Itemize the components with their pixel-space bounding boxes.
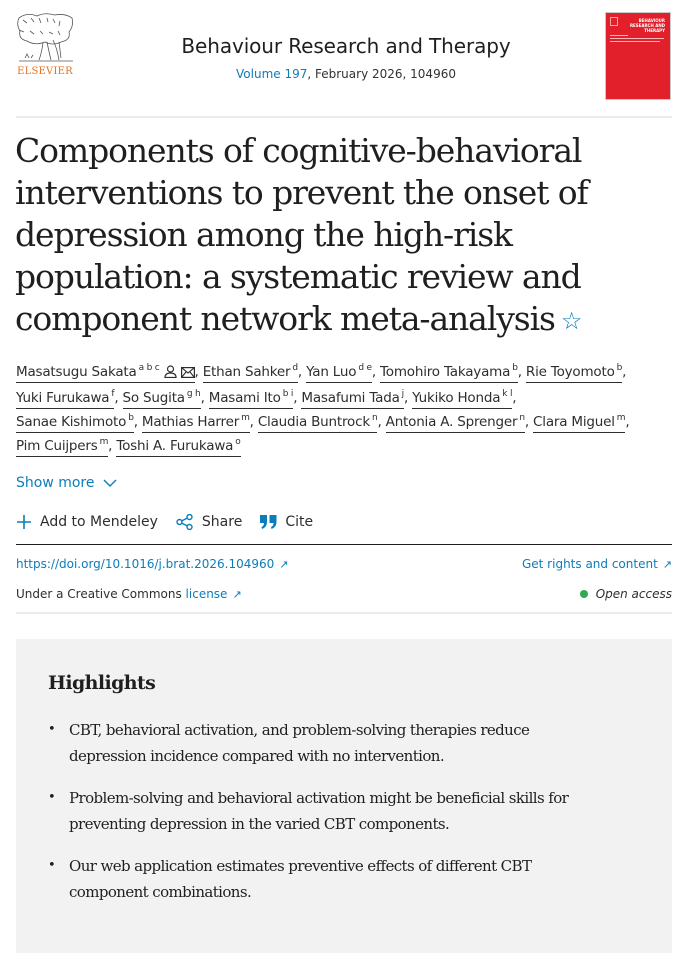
affiliation-marker: d <box>292 363 298 373</box>
author-link[interactable] <box>301 390 404 409</box>
author-name: Tomohiro Takayama <box>380 364 511 380</box>
affiliation-marker: b <box>616 363 623 373</box>
license-link[interactable] <box>186 587 242 601</box>
share-icon <box>176 514 194 530</box>
share-label: Share <box>201 514 243 530</box>
license-link-text: license <box>185 587 228 601</box>
author-link[interactable] <box>203 364 298 383</box>
author-separator: , <box>622 364 627 380</box>
author-name: Sanae Kishimoto <box>16 414 127 430</box>
author-name: Pim Cuijpers <box>16 438 98 454</box>
affiliation-marker: a b c <box>138 363 160 373</box>
external-link-icon: ↗ <box>232 588 242 601</box>
affiliation-marker: n <box>371 413 378 423</box>
license-prefix: Under a Creative Commons <box>16 587 186 601</box>
open-access-label: Open access <box>595 587 672 601</box>
elsevier-wordmark: ELSEVIER <box>17 66 73 77</box>
author-separator: , <box>524 414 534 430</box>
journal-header <box>0 0 692 118</box>
open-access-badge <box>580 587 672 601</box>
author-name: Masafumi Tada <box>301 390 400 406</box>
affiliation-marker: o <box>235 437 241 447</box>
author-separator: , <box>371 364 381 380</box>
author-link[interactable] <box>142 414 250 433</box>
author-link[interactable] <box>123 390 201 409</box>
author-separator: , <box>108 438 117 454</box>
author-link[interactable] <box>16 438 108 457</box>
author-separator: , <box>297 364 307 380</box>
author-separator: , <box>517 364 526 380</box>
external-link-icon: ↗ <box>279 557 289 571</box>
cover-logo-icon <box>610 17 618 26</box>
toolbar-divider <box>16 544 672 545</box>
author-link[interactable] <box>16 414 134 433</box>
author-link[interactable] <box>258 414 378 433</box>
author-link[interactable] <box>533 414 625 433</box>
author-separator: , <box>194 364 203 380</box>
author-link[interactable] <box>412 390 512 409</box>
author-name: Mathias Harrer <box>141 414 240 430</box>
header-divider <box>16 116 672 118</box>
affiliation-marker: m <box>616 413 626 423</box>
journal-cover-image[interactable] <box>605 12 671 100</box>
article-title-text: Components of cognitive-behavioral interventions to prevent the onset of depression among the high-risk population: a systematic review and component network meta-analysis <box>15 131 588 338</box>
author-separator: , <box>200 390 209 406</box>
author-name: Yukiko Honda <box>412 390 501 406</box>
cover-text-line <box>610 38 664 39</box>
highlights-section <box>16 639 672 953</box>
show-more-button[interactable] <box>16 475 117 491</box>
affiliation-marker: f <box>111 389 115 399</box>
star-icon[interactable]: ☆ <box>560 307 582 335</box>
doi-link[interactable] <box>16 557 288 571</box>
get-rights-text: Get rights and content <box>521 557 658 571</box>
quote-icon <box>260 515 277 529</box>
author-separator: , <box>512 390 517 406</box>
author-name: Rie Toyomoto <box>525 364 615 380</box>
affiliation-marker: d e <box>358 363 372 373</box>
author-link[interactable] <box>116 438 240 457</box>
affiliation-marker: n <box>519 413 525 423</box>
affiliation-marker: m <box>99 437 109 447</box>
volume-link[interactable]: Volume 197 <box>236 67 308 81</box>
chevron-down-icon <box>103 479 117 488</box>
affiliation-marker: k l <box>502 389 513 399</box>
affiliation-marker: b i <box>282 389 294 399</box>
author-name: Yuki Furukawa <box>16 390 110 406</box>
section-divider <box>16 612 672 614</box>
external-link-icon: ↗ <box>662 557 672 571</box>
journal-title[interactable]: Behaviour Research and Therapy <box>181 34 511 58</box>
author-link[interactable] <box>16 364 195 383</box>
cover-text-line <box>610 35 628 36</box>
issue-date: , February 2026, 104960 <box>307 67 456 81</box>
author-list <box>16 360 676 458</box>
author-link[interactable] <box>209 390 293 409</box>
author-name: Toshi A. Furukawa <box>116 438 234 454</box>
cover-title: BEHAVIOUR RESEARCH AND THERAPY <box>629 18 665 33</box>
highlights-title: Highlights <box>48 672 156 694</box>
cite-button[interactable] <box>260 514 313 530</box>
license-info <box>16 587 242 601</box>
author-separator: , <box>403 390 413 406</box>
author-separator: , <box>133 414 142 430</box>
author-name: Masami Ito <box>208 390 281 406</box>
add-to-mendeley-button[interactable] <box>16 514 158 530</box>
affiliation-marker: b <box>128 413 134 423</box>
article-toolbar <box>16 514 331 530</box>
highlight-item: • Our web application estimates preventive effects of different CBT component combinations. <box>48 853 588 905</box>
author-name: Antonia A. Sprenger <box>385 414 518 430</box>
journal-issue-info <box>0 67 692 81</box>
author-name: Masatsugu Sakata <box>16 364 137 380</box>
author-name: Ethan Sahker <box>202 364 291 380</box>
show-more-label: Show more <box>16 475 95 491</box>
author-separator: , <box>293 390 302 406</box>
highlight-item: • CBT, behavioral activation, and problem-solving therapies reduce depression incidence compared with no intervention. <box>48 717 588 769</box>
doi-text: https://doi.org/10.1016/j.brat.2026.104960 <box>16 557 275 571</box>
author-link[interactable] <box>16 390 114 409</box>
author-separator: , <box>377 414 386 430</box>
author-name: Yan Luo <box>306 364 357 380</box>
cover-text-line <box>610 41 660 42</box>
article-title <box>15 130 680 343</box>
email-icon <box>181 362 195 386</box>
author-link[interactable] <box>386 414 525 433</box>
affiliation-marker: j <box>401 389 404 399</box>
author-link[interactable] <box>306 364 372 383</box>
author-link[interactable] <box>526 364 622 383</box>
author-separator: , <box>114 390 123 406</box>
author-name: Claudia Buntrock <box>257 414 370 430</box>
author-name: So Sugita <box>122 390 185 406</box>
author-separator: , <box>625 414 630 430</box>
add-to-mendeley-label: Add to Mendeley <box>40 514 158 530</box>
share-button[interactable] <box>176 514 242 530</box>
author-link[interactable] <box>380 364 518 383</box>
author-name: Clara Miguel <box>533 414 615 430</box>
highlights-list <box>48 717 588 921</box>
affiliation-marker: b <box>512 363 518 373</box>
open-access-dot-icon <box>580 590 588 598</box>
affiliation-marker: g h <box>186 389 201 399</box>
cite-label: Cite <box>285 514 314 530</box>
highlight-item: • Problem-solving and behavioral activation might be beneficial skills for preventing depression in the varied CBT components. <box>48 785 588 837</box>
get-rights-link[interactable] <box>522 557 672 571</box>
author-separator: , <box>249 414 258 430</box>
plus-icon <box>16 514 32 530</box>
affiliation-marker: m <box>241 413 250 423</box>
person-icon <box>164 362 177 386</box>
